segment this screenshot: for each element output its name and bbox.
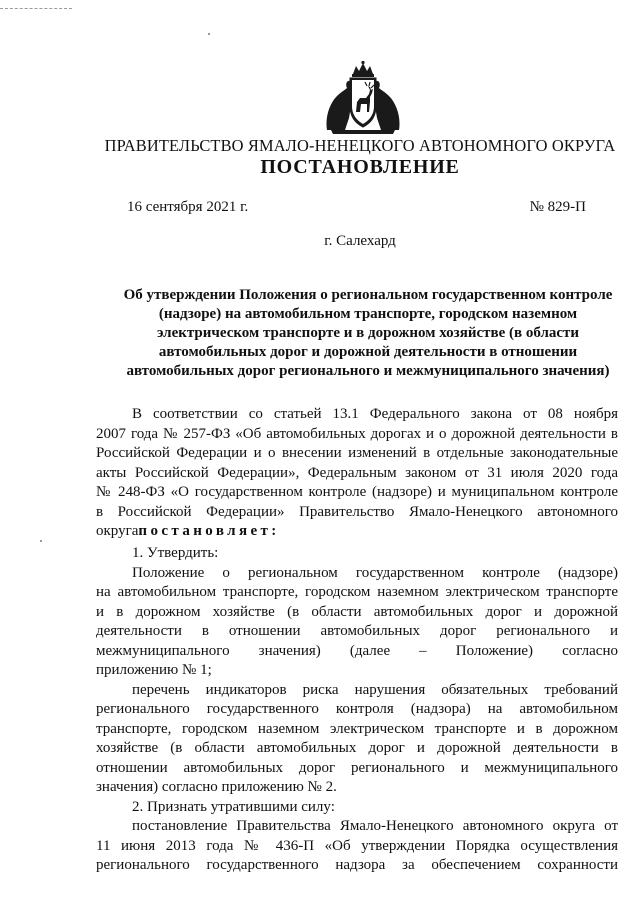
resolution-body xyxy=(96,544,618,876)
text-line: перечень индикаторов риска нарушения обязательных требований xyxy=(132,681,618,698)
text-line: хозяйстве (в области автомобильных дорог и дорожной деятельности в xyxy=(96,740,618,756)
heading-line: (надзоре) на автомобильном транспорте, городском наземном xyxy=(158,306,578,322)
document-heading xyxy=(96,286,640,381)
text-line: постановление Правительства Ямало-Ненецкого автономного округа от xyxy=(132,818,618,834)
heading-line: Об утверждении Положения о региональном государственном контроле xyxy=(123,287,613,303)
text-line: № 248-ФЗ «О государственном контроле (надзоре) и муниципальном контроле xyxy=(96,484,618,500)
text-line: значения) согласно приложению № 2. xyxy=(96,779,337,795)
coat-of-arms-icon xyxy=(323,60,403,136)
text-line: в Российской Федерации» Правительство Ямало-Ненецкого автономного xyxy=(96,503,618,520)
government-title: ПРАВИТЕЛЬСТВО ЯМАЛО-НЕНЕЦКОГО АВТОНОМНОГО ОКРУГА xyxy=(104,136,616,155)
text-line: 2007 года № 257-ФЗ «Об автомобильных дорогах и о дорожной деятельности в xyxy=(96,425,618,442)
text-line xyxy=(96,522,618,542)
text-line: на автомобильном транспорте, городском наземном электрическом транспорте xyxy=(96,584,618,600)
document-date: 16 сентября 2021 г. xyxy=(127,199,249,215)
text-line: и в дорожном хозяйстве (в области автомобильных дорог и дорожной xyxy=(96,603,618,620)
scan-speck xyxy=(40,540,42,542)
document-type: ПОСТАНОВЛЕНИЕ xyxy=(260,156,460,178)
text-line: регионального государственного надзора за обеспечением сохранности xyxy=(96,857,618,873)
text-line: деятельности в отношении автомобильных дорог регионального и xyxy=(96,623,618,639)
resolution-word: постановляет: xyxy=(138,523,280,539)
text-line: В соответствии со статьей 13.1 Федерального закона от 08 ноября xyxy=(132,406,618,422)
text-line: акты Российской Федерации», Федеральным законом от 31 июля 2020 года xyxy=(96,464,618,481)
document-city: г. Салехард xyxy=(324,233,396,249)
heading-line: автомобильных дорог и дорожной деятельности в отношении xyxy=(158,344,578,360)
text-line: транспорте, городском наземном электрическом транспорте и в дорожном xyxy=(96,720,618,737)
text-line: 11 июня 2013 года № 436-П «Об утверждении Порядка осуществления xyxy=(96,837,618,854)
text-line: межмуниципального значения) (далее – Положение) согласно xyxy=(96,642,618,659)
text-line: Положение о региональном государственном контроле (надзоре) xyxy=(132,564,618,581)
text-line: Российской Федерации и о внесении изменений в отдельные законодательные xyxy=(96,445,618,461)
text-line: 2. Признать утратившими силу: xyxy=(132,798,335,815)
text-line: 1. Утвердить: xyxy=(132,545,219,561)
scan-speck xyxy=(208,33,210,35)
document-number: № 829-П xyxy=(529,199,586,215)
heading-line: автомобильных дорог регионального и межмуниципального значения) xyxy=(126,363,610,379)
heading-line: электрическом транспорте и в дорожном хозяйстве (в области xyxy=(156,325,580,341)
preamble-paragraph xyxy=(96,405,618,542)
scan-edge-mark xyxy=(0,8,72,9)
text-line: отношении автомобильных дорог регионального и межмуниципального xyxy=(96,759,618,776)
text-line: регионального государственного контроля (надзора) на автомобильном xyxy=(96,701,618,717)
text-line: приложению № 1; xyxy=(96,662,212,678)
preamble-prefix: округа xyxy=(96,523,139,539)
